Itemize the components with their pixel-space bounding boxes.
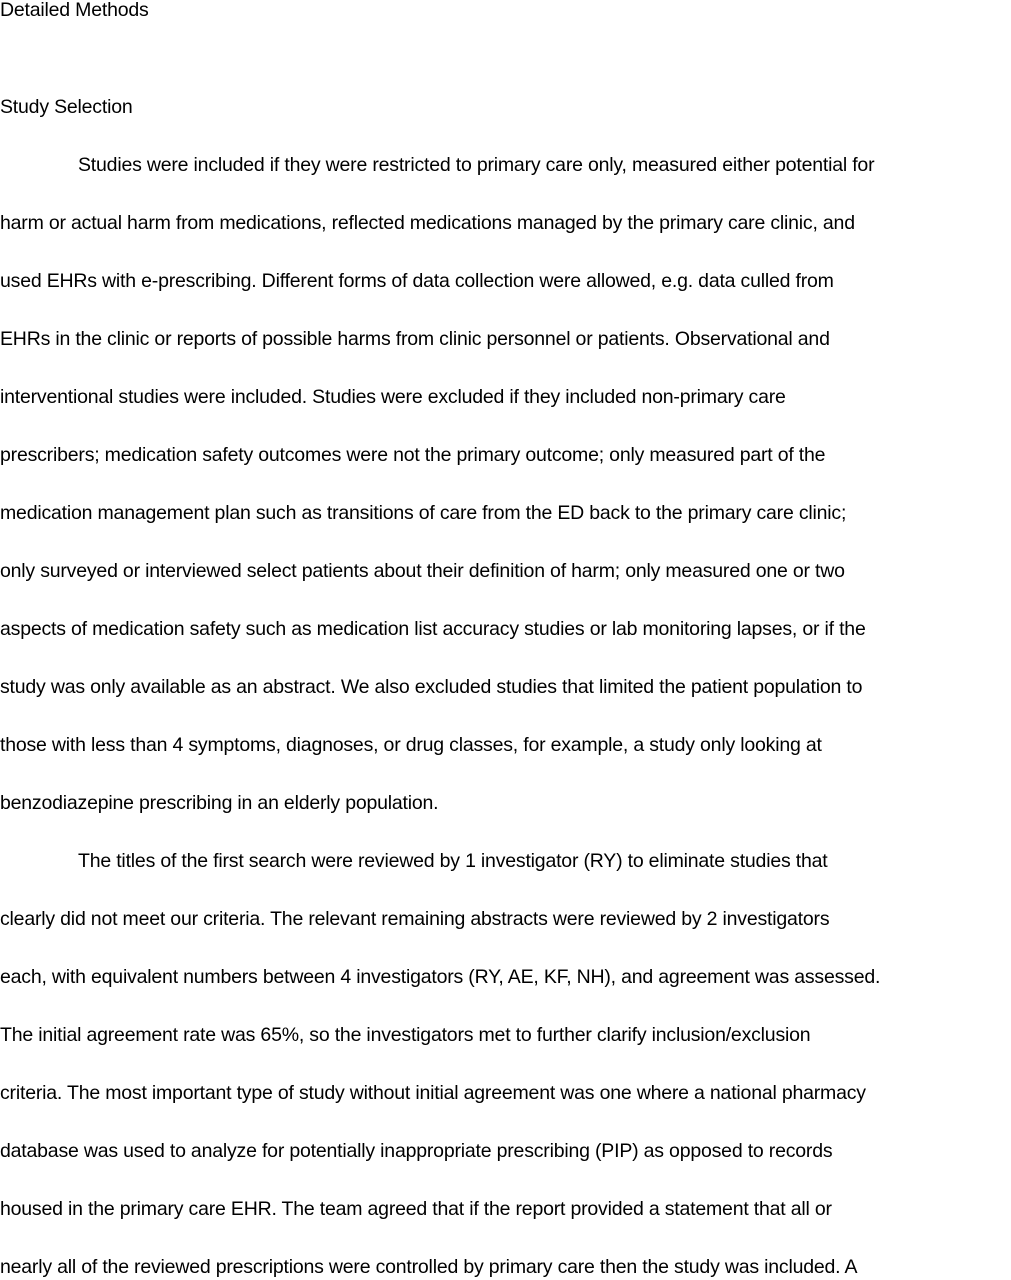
paragraph-line: study was only available as an abstract. We also excluded studies that limited the patient population to: [0, 676, 863, 698]
paragraph-line: only surveyed or interviewed select patients about their definition of harm; only measured one or two: [0, 560, 845, 582]
paragraph-line: clearly did not meet our criteria. The relevant remaining abstracts were reviewed by 2 investigators: [0, 908, 830, 930]
paragraph-line: medication management plan such as transitions of care from the ED back to the primary care clinic;: [0, 502, 847, 524]
paragraph-line: prescribers; medication safety outcomes were not the primary outcome; only measured part of the: [0, 444, 826, 466]
paragraph-line: The titles of the first search were reviewed by 1 investigator (RY) to eliminate studies that: [78, 850, 828, 872]
paragraph-line: database was used to analyze for potentially inappropriate prescribing (PIP) as opposed to records: [0, 1140, 833, 1162]
paragraph-line: housed in the primary care EHR. The team agreed that if the report provided a statement that all or: [0, 1198, 832, 1220]
paragraph-line: each, with equivalent numbers between 4 investigators (RY, AE, KF, NH), and agreement was assessed.: [0, 966, 881, 988]
paragraph-line: harm or actual harm from medications, reflected medications managed by the primary care clinic, and: [0, 212, 855, 234]
paragraph-line: benzodiazepine prescribing in an elderly population.: [0, 792, 439, 814]
paragraph-line: criteria. The most important type of study without initial agreement was one where a national pharmacy: [0, 1082, 866, 1104]
paragraph-line: The initial agreement rate was 65%, so the investigators met to further clarify inclusion/exclusion: [0, 1024, 811, 1046]
paragraph-line: used EHRs with e-prescribing. Different forms of data collection were allowed, e.g. data culled from: [0, 270, 834, 292]
paragraph-line: EHRs in the clinic or reports of possible harms from clinic personnel or patients. Observational and: [0, 328, 830, 350]
paragraph-line: Studies were included if they were restricted to primary care only, measured either potential for: [78, 154, 875, 176]
paragraph-line: nearly all of the reviewed prescriptions were controlled by primary care then the study was included. A: [0, 1256, 858, 1278]
paragraph-line: those with less than 4 symptoms, diagnoses, or drug classes, for example, a study only looking at: [0, 734, 822, 756]
section-heading: Detailed Methods: [0, 0, 149, 21]
paragraph-line: aspects of medication safety such as medication list accuracy studies or lab monitoring lapses, or if the: [0, 618, 866, 640]
paragraph-line: interventional studies were included. Studies were excluded if they included non-primary care: [0, 386, 786, 408]
subsection-heading: Study Selection: [0, 96, 133, 118]
